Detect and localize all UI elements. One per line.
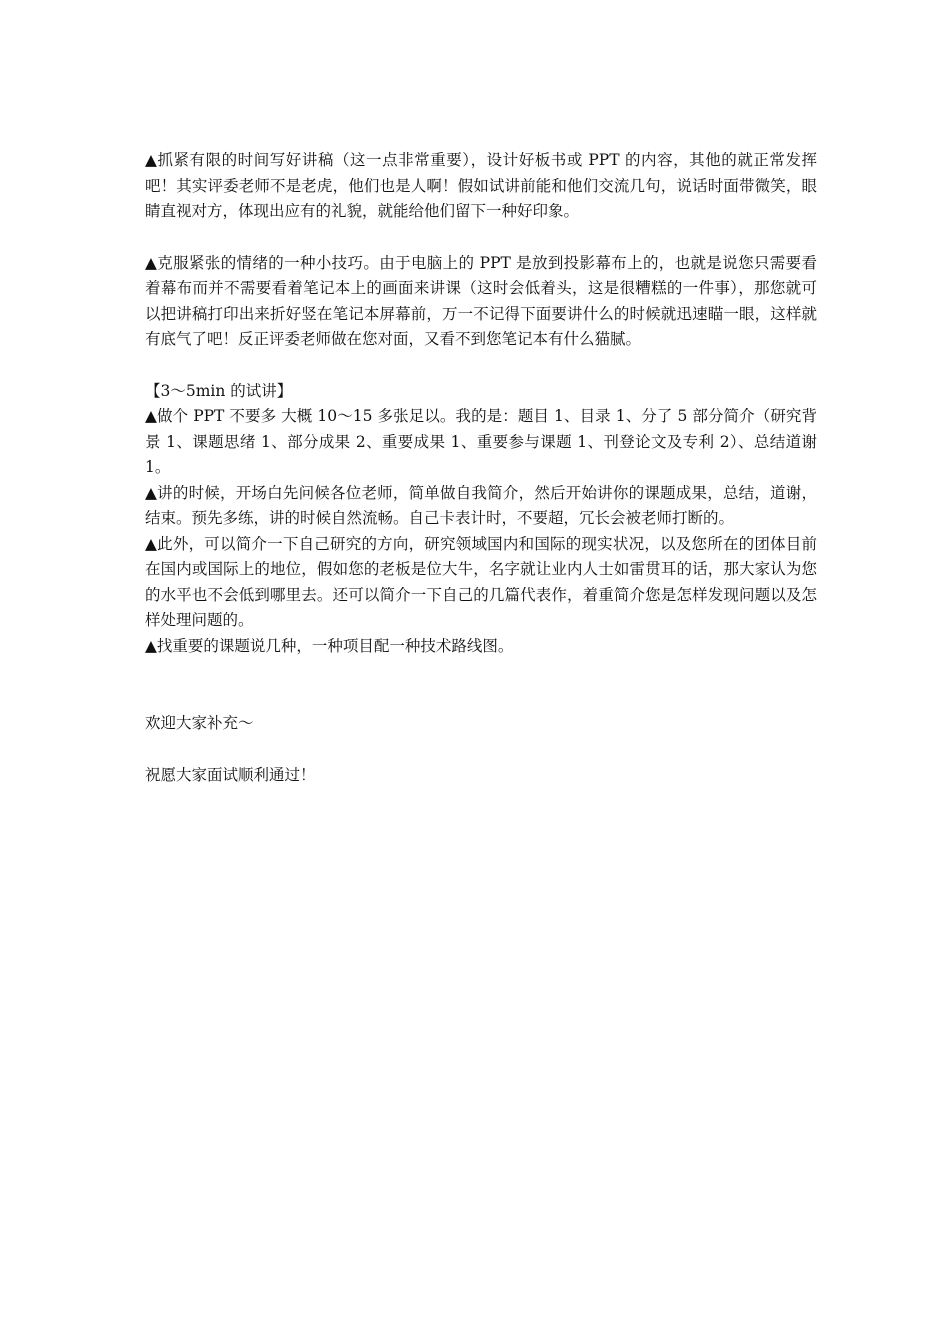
paragraph-research-intro: ▲此外，可以简介一下自己研究的方向，研究领域国内和国际的现实状况，以及您所在的团体目前在国内或国际上的地位，假如您的老板是位大牛，名字就让业内人士如雷贯耳的话，那大家认为您的水平也不会低到哪里去。还可以简介一下自己的几篇代表作，着重简介您是怎样发现问题以及怎样处理问题的。 [145,534,817,629]
paragraph-speaking-flow: ▲讲的时候，开场白先问候各位老师，简单做自我简介，然后开始讲你的课题成果，总结，道谢，结束。预先多练，讲的时候自然流畅。自己卡表计时，不要超，冗长会被老师打断的。 [145,483,817,527]
section-heading: 【3～5min 的试讲】 [145,381,293,400]
closing-wish: 祝愿大家面试顺利通过！ [145,765,316,784]
paragraph-spacer [145,659,817,711]
paragraph-ppt-count: ▲做个 PPT 不要多 大概 10～15 多张足以。我的是：题目 1、目录 1、分了 5 部分简介（研究背景 1、课题思绪 1、部分成果 2、重要成果 1、重要参与课题 1、刊登论文及专利 2）、总结道谢 1。 [145,407,817,476]
paragraph-nervousness-tips: ▲克服紧张的情绪的一种小技巧。由于电脑上的 PPT 是放到投影幕布上的，也就是说您只需要看着幕布而并不需要看着笔记本上的画面来讲课（这时会低着头，这是很糟糕的一件事），那您就可以把讲稿打印出来折好竖在笔记本屏幕前，万一不记得下面要讲什么的时候就迅速瞄一眼，这样就有底气了吧！反正评委老师做在您对面，又看不到您笔记本有什么猫腻。 [145,253,817,348]
document-page [145,148,817,788]
paragraph-spacer [145,353,817,379]
paragraph-spacer [145,225,817,251]
paragraph-key-projects: ▲找重要的课题说几种，一种项目配一种技术路线图。 [145,636,514,655]
paragraph-preparation-tips: ▲抓紧有限的时间写好讲稿（这一点非常重要），设计好板书或 PPT 的内容，其他的就正常发挥吧！其实评委老师不是老虎，他们也是人啊！假如试讲前能和他们交流几句，说话时面带微笑，眼睛直视对方，体现出应有的礼貌，就能给他们留下一种好印象。 [145,151,817,220]
closing-welcome: 欢迎大家补充～ [145,714,254,732]
paragraph-spacer [145,737,817,763]
